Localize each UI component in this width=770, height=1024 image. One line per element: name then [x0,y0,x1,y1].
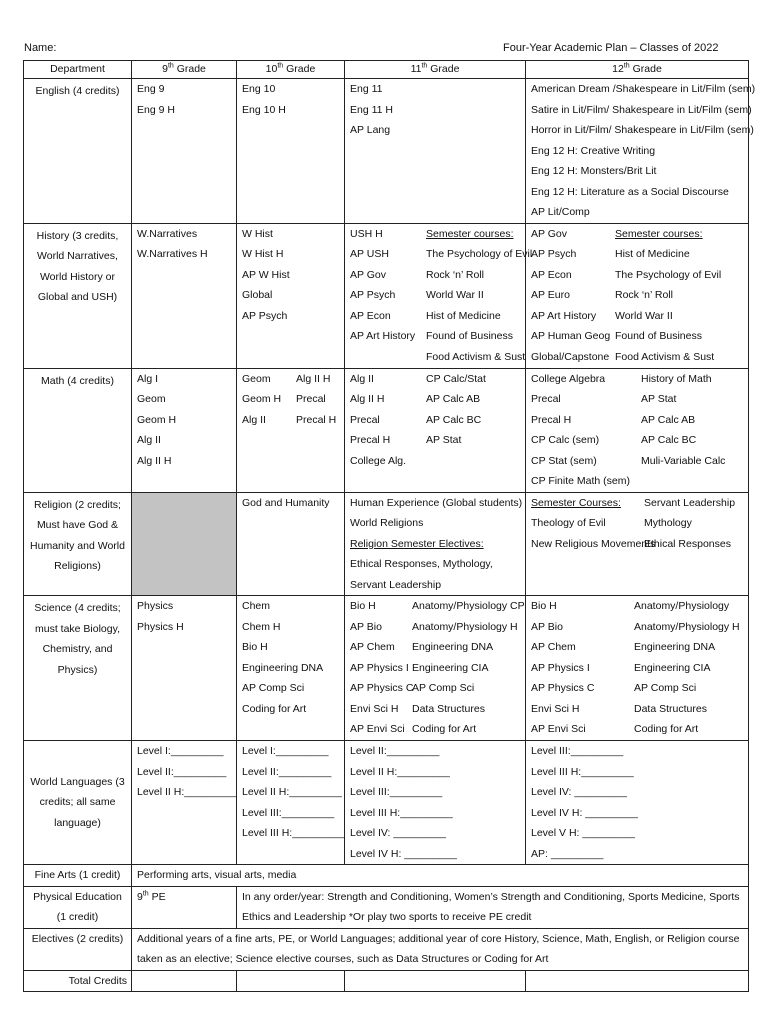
math-g10-col-a [242,369,296,431]
history-g12-semester-heading: Semester courses: [615,227,703,240]
english-g12-item: Eng 12 H: Literature as a Social Discourse [531,185,729,198]
languages-g10-item: Level II:_________ [242,765,332,778]
history-g11-courses-item: AP Psych [350,289,396,301]
science-g9-item: Physics [137,600,174,612]
science-g10-item: Chem [242,600,271,612]
english-g10-item: Eng 10 [242,83,276,95]
pe-dept: Physical Education (1 credit) [24,886,132,928]
science-g11-col-b-item: AP Comp Sci [412,682,475,694]
science-g11-col-a-item: AP Chem [350,641,395,653]
history-g11-courses-item: AP Gov [350,268,386,281]
religion-g12-col-b-item: Mythology [644,517,692,529]
math-g10-col-a-item: Geom [242,372,271,385]
grade-12-header: 12th Grade [526,61,749,79]
history-g12-semester-list-item: The Psychology of Evil [615,268,722,281]
math-dept: Math (4 credits) [24,368,132,492]
science-g10 [237,596,345,741]
science-g12-col-b-item: Data Structures [634,702,707,715]
history-g10-item: Global [242,289,273,301]
math-g11-col-b-item: CP Calc/Stat [426,372,486,385]
science-g11-col-a-item: AP Physics I [350,661,409,674]
english-g11-item: AP Lang [350,124,391,136]
english-g12-item: Horror in Lit/Film/ Shakespeare in Lit/Film (sem) [531,124,754,136]
history-g11 [345,223,533,368]
math-g10 [237,368,345,492]
languages-g12-item: Level V H: _________ [531,827,635,839]
science-row [24,596,749,741]
math-g9-item: Alg II [137,434,161,446]
religion-g11-electives-item: Ethical Responses, Mythology, [350,558,493,570]
science-g12-col-a-item: AP Bio [531,620,563,633]
english-g11 [345,79,526,224]
religion-g12-col-b-item: Servant Leadership [644,496,736,509]
languages-g11-item: Level III H:_________ [350,806,453,819]
history-g9 [132,223,237,368]
history-g12-semester-list-item: World War II [615,309,673,322]
science-g12-col-b-item: Anatomy/Physiology H [634,620,740,633]
science-g12-col-b-item: Coding for Art [634,723,699,735]
english-g9-item: Eng 9 H [137,103,175,116]
science-g9 [132,596,237,741]
electives-dept: Electives (2 credits) [24,928,132,970]
science-g12-col-a-item: AP Physics C [531,682,595,694]
math-g11-col-a [350,369,426,472]
religion-g11-courses-item: World Religions [350,517,424,529]
science-g11-col-b-item: Coding for Art [412,723,477,735]
total-g10[interactable] [237,970,345,992]
grade-10-header: 10th Grade [237,61,345,79]
languages-g12-item: AP: _________ [531,847,604,860]
grade-11-header: 11th Grade [345,61,526,79]
history-g12-courses-item: AP Econ [531,268,572,281]
religion-g9-blocked [132,492,237,596]
history-g12-courses [531,224,615,368]
english-g12-item: Eng 12 H: Creative Writing [531,144,656,157]
english-g10-item: Eng 10 H [242,103,286,116]
math-g11-col-a-item: Precal [350,413,380,426]
religion-g12-semester-heading: Semester Courses: [531,496,621,509]
english-g12-item: Eng 12 H: Monsters/Brit Lit [531,165,657,177]
languages-g10-item: Level III H:_________ [242,827,345,839]
english-g11-item: Eng 11 [350,83,383,95]
academic-plan-table [23,60,756,992]
religion-g11-courses-item: Human Experience (Global students) [350,496,523,509]
history-g12 [526,223,749,368]
history-g12-courses-item: AP Euro [531,289,570,301]
religion-g10 [237,492,345,596]
total-g9[interactable] [132,970,237,992]
math-g10-col-b [296,369,336,431]
math-g11-col-a-item: Alg II H [350,393,385,405]
math-g9-item: Geom [137,393,166,405]
english-dept: English (4 credits) [24,79,132,224]
religion-g12-semester-list-item: Theology of Evil [531,517,606,529]
history-g11-courses-item: AP USH [350,248,389,260]
religion-g12-semester-list [531,513,656,554]
math-g12-col-b-item: Muli-Variable Calc [641,454,726,467]
history-g12-courses-item: Global/Capstone [531,350,610,363]
religion-row [24,492,749,596]
department-header: Department [24,61,132,79]
header-row [24,61,749,79]
science-g11-col-a [350,596,412,740]
math-row [24,368,749,492]
math-g11 [345,368,526,492]
languages-g11-item: Level IV H: _________ [350,847,457,860]
english-g12-item: Satire in Lit/Film/ Shakespeare in Lit/Film (sem) [531,103,752,116]
math-g11-col-a-item: Alg II [350,372,374,385]
history-g11-courses-item: USH H [350,227,383,240]
languages-g12-item: Level III H:_________ [531,765,634,778]
languages-g11-item: Level II:_________ [350,745,440,757]
science-g12-col-a-item: AP Envi Sci [531,723,586,735]
history-g12-semester-list [615,244,721,367]
science-g10-item: AP Comp Sci [242,682,305,694]
math-g12-col-a-item: CP Finite Math (sem) [531,475,630,487]
pe-text: In any order/year: Strength and Conditioning, Women’s Strength and Conditioning, Sports Medicine, Sports Ethics and Leadership *Or play two sports to receive PE credit [237,886,749,928]
religion-g12-col-b-item: Ethical Responses [644,537,731,550]
history-g9-item: W.Narratives H [137,248,208,260]
languages-g11-item: Level II H:_________ [350,765,450,778]
math-g11-col-b-item: AP Calc BC [426,413,482,426]
math-g11-col-b [426,369,486,472]
math-g12-col-b [641,369,725,492]
history-g11-semester-heading: Semester courses: [426,227,514,240]
languages-g12-item: Level III:_________ [531,745,624,757]
history-g12-semester-list-item: Found of Business [615,330,702,342]
science-g12-col-a-item: Envi Sci H [531,702,580,715]
religion-g11-electives-item: Servant Leadership [350,578,442,591]
english-g10 [237,79,345,224]
name-label: Name: [24,42,57,54]
languages-g10-item: Level I:_________ [242,745,329,757]
languages-g9-item: Level II:_________ [137,765,227,778]
science-g11-col-b-item: Anatomy/Physiology CP [412,600,525,612]
science-g10-item: Engineering DNA [242,661,324,674]
total-g12[interactable] [526,970,749,992]
science-g11-col-a-item: AP Envi Sci [350,723,405,735]
religion-g11 [345,492,526,596]
science-g12 [526,596,749,741]
history-g11-semester-list [426,244,532,367]
religion-g12 [526,492,749,596]
science-g12-col-b-item: Engineering CIA [634,661,711,674]
english-g12-item: AP Lit/Comp [531,206,590,218]
english-g11-item: Eng 11 H [350,103,393,116]
religion-g10-item: God and Humanity [242,496,330,509]
math-g11-col-b-item: AP Calc AB [426,393,481,405]
history-g10-item: W Hist H [242,248,284,260]
religion-g11-courses [350,493,523,534]
english-row [24,79,749,224]
math-g12-col-a-item: CP Calc (sem) [531,434,600,446]
history-g12-courses-item: AP Art History [531,309,597,322]
history-g11-semester-list-item: Food Activism & Sust [426,350,526,363]
math-g11-col-b-item: AP Stat [426,434,462,446]
english-g12 [526,79,756,224]
history-g12-courses-item: AP Human Geog [531,330,611,342]
science-g12-col-b-item: Engineering DNA [634,641,716,653]
history-g11-semester-list-item: Found of Business [426,330,513,342]
science-g12-col-a-item: Bio H [531,600,557,612]
total-g11[interactable] [345,970,526,992]
math-g12-col-b-item: AP Calc AB [641,413,696,426]
history-g12-courses-item: AP Gov [531,227,567,240]
science-g11-col-a-item: AP Bio [350,620,382,633]
science-g11 [345,596,526,741]
religion-g11-electives-heading: Religion Semester Electives: [350,537,484,550]
science-g12-col-a-item: AP Physics I [531,661,590,674]
history-g12-semester [615,224,721,368]
science-g12-col-b [634,596,740,740]
languages-g10 [237,741,345,865]
science-g12-col-b-item: Anatomy/Physiology [634,600,730,612]
science-g10-item: Bio H [242,641,268,653]
religion-dept: Religion (2 credits; Must have God & Humanity and World Religions) [24,492,132,596]
history-g10-item: AP W Hist [242,268,290,281]
science-g12-col-a [531,596,634,740]
history-g10 [237,223,345,368]
history-g12-courses-item: AP Psych [531,248,577,260]
history-g11-semester-list-item: World War II [426,289,484,301]
languages-g10-item: Level III:_________ [242,806,335,819]
science-g12-col-b-item: AP Comp Sci [634,682,697,694]
history-g9-item: W.Narratives [137,227,198,240]
languages-g10-item: Level II H:_________ [242,786,342,798]
math-g12-col-a-item: CP Stat (sem) [531,454,597,467]
science-g9-item: Physics H [137,620,184,633]
math-g9-item: Geom H [137,413,177,426]
history-g12-semester-list-item: Food Activism & Sust [615,350,715,363]
total-label: Total Credits [24,970,132,992]
history-g11-courses-item: AP Art History [350,330,416,342]
history-g11-courses-item: AP Econ [350,309,391,322]
math-g12-col-a-item: College Algebra [531,372,606,385]
math-g12-col-b-item: AP Calc BC [641,434,697,446]
science-g11-col-a-item: Bio H [350,600,376,612]
history-g11-semester-list-item: Hist of Medicine [426,309,501,322]
languages-row [24,741,749,865]
history-g11-semester-list-item: The Psychology of Evil [426,248,533,260]
history-g10-item: W Hist [242,227,273,240]
languages-g11-item: Level III:_________ [350,786,443,798]
religion-g12-col-a [531,493,656,555]
math-g10-col-a-item: Alg II [242,413,266,426]
history-g11-courses [350,224,426,368]
languages-g9-item: Level I:_________ [137,745,224,757]
science-g10-item: Chem H [242,620,281,633]
electives-text: Additional years of a fine arts, PE, or World Languages; additional year of core History, Science, Math, English, or Religion course taken as an elective; Science elective courses, such as Data Structures or Coding for Art [132,928,749,970]
science-dept: Science (4 credits; must take Biology, Chemistry, and Physics) [24,596,132,741]
math-g12 [526,368,749,492]
english-g9 [132,79,237,224]
math-g12-col-b-item: AP Stat [641,393,677,405]
math-g12-col-b-item: History of Math [641,372,712,385]
science-g12-col-a-item: AP Chem [531,641,576,653]
fine-arts-text: Performing arts, visual arts, media [132,865,749,887]
languages-g12-item: Level IV H: _________ [531,806,638,819]
math-g12-col-a [531,369,641,492]
languages-g9 [132,741,237,865]
science-g11-col-b-item: Engineering DNA [412,641,494,653]
math-g10-col-b-item: Alg II H [296,372,331,385]
math-g12-col-a-item: Precal [531,393,561,405]
science-g11-col-b-item: Engineering CIA [412,661,489,674]
history-dept: History (3 credits, World Narratives, World History or Global and USH) [24,223,132,368]
math-g10-col-b-item: Precal [296,393,326,405]
fine-arts-row [24,865,749,887]
religion-g11-electives [350,554,520,595]
science-g10-item: Coding for Art [242,702,307,715]
english-g12-item: American Dream /Shakespeare in Lit/Film (sem) [531,83,756,95]
math-g9 [132,368,237,492]
history-g12-semester-list-item: Rock ‘n’ Roll [615,289,673,301]
religion-g12-col-b [644,493,735,555]
electives-row [24,928,749,970]
languages-g9-item: Level II H:_________ [137,786,237,798]
history-row [24,223,749,368]
plan-title: Four-Year Academic Plan – Classes of 2022 [503,42,719,54]
science-g11-col-a-item: AP Physics C [350,682,414,694]
english-g9-item: Eng 9 [137,83,165,95]
fine-arts-dept: Fine Arts (1 credit) [24,865,132,887]
religion-g12-semester-list-item: New Religious Movements [531,537,656,550]
history-g12-semester-list-item: Hist of Medicine [615,248,690,260]
history-g11-semester-list-item: Rock ‘n’ Roll [426,268,484,281]
languages-g12-item: Level IV: _________ [531,786,627,798]
science-g11-col-b-item: Data Structures [412,702,485,715]
grade-9-header: 9th Grade [132,61,237,79]
pe-g9: 9th PE [132,886,237,928]
math-g9-item: Alg I [137,372,159,385]
math-g9-item: Alg II H [137,454,172,467]
science-g11-col-b-item: Anatomy/Physiology H [412,620,518,633]
history-g10-item: AP Psych [242,309,288,322]
history-g11-semester [426,224,532,368]
math-g12-col-a-item: Precal H [531,413,572,426]
languages-g12 [526,741,749,865]
science-g11-col-a-item: Envi Sci H [350,702,399,715]
math-g11-col-a-item: Precal H [350,434,391,446]
math-g10-col-a-item: Geom H [242,393,282,405]
languages-dept: World Languages (3 credits; all same language) [24,741,132,865]
math-g10-col-b-item: Precal H [296,413,337,426]
languages-g11-item: Level IV: _________ [350,827,446,839]
science-g11-col-b [412,596,525,740]
languages-g11 [345,741,526,865]
total-row [24,970,749,992]
math-g11-col-a-item: College Alg. [350,454,407,467]
pe-row [24,886,749,928]
